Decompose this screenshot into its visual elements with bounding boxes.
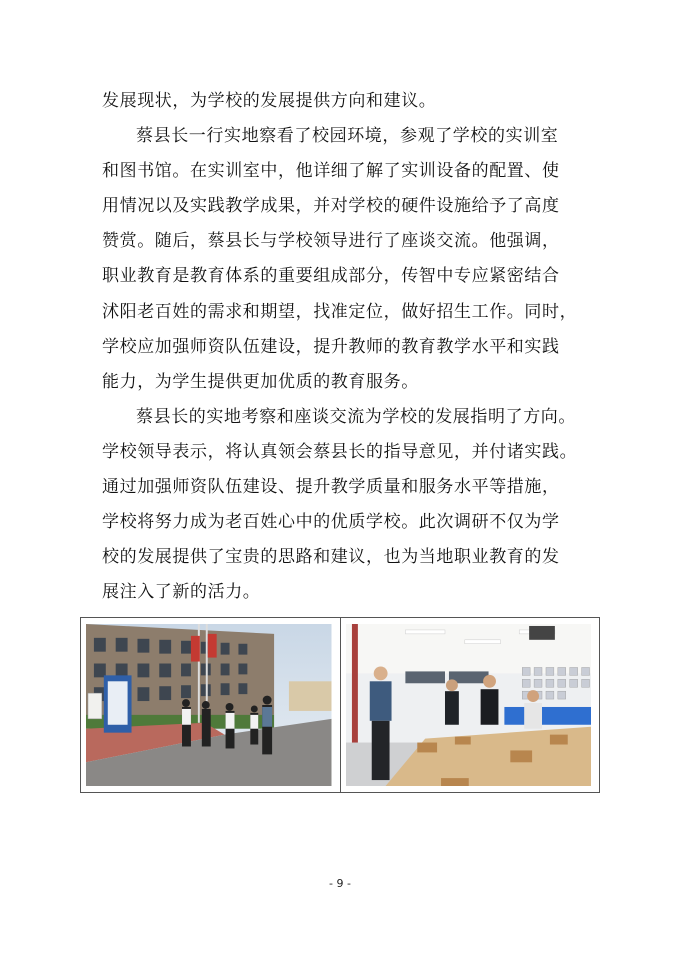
text-line: 校的发展提供了宝贵的思路和建议，也为当地职业教育的发: [102, 547, 560, 568]
text-line: 学校应加强师资队伍建设，提升教师的教育教学水平和实践: [102, 336, 560, 357]
training-room-photo: [346, 624, 592, 786]
page-number: - 9 -: [329, 877, 351, 890]
text-line: 职业教育是教育体系的重要组成部分，传智中专应紧密结合: [102, 266, 560, 287]
text-line: 学校将努力成为老百姓心中的优质学校。此次调研不仅为学: [102, 512, 560, 533]
photo-cell-left: [81, 618, 340, 792]
text-line: 学校领导表示，将认真领会蔡县长的指导意见，并付诸实践。: [102, 441, 578, 462]
text-line: 用情况以及实践教学成果，并对学校的硬件设施给予了高度: [102, 196, 560, 217]
text-line: 赞赏。随后，蔡县长与学校领导进行了座谈交流。他强调，: [102, 231, 560, 252]
text-line: 展注入了新的活力。: [102, 582, 261, 603]
text-line: 能力，为学生提供更加优质的教育服务。: [102, 371, 419, 392]
campus-tour-photo: [86, 624, 332, 786]
text-line: 通过加强师资队伍建设、提升教学质量和服务水平等措施，: [102, 477, 560, 498]
photo-cell-right: [340, 618, 600, 792]
text-line: 蔡县长的实地考察和座谈交流为学校的发展指明了方向。: [136, 406, 576, 427]
text-line: 发展现状，为学校的发展提供方向和建议。: [102, 91, 437, 111]
article-body: [102, 84, 598, 610]
text-line: 和图书馆。在实训室中，他详细了解了实训设备的配置、使: [102, 161, 560, 182]
text-line: 蔡县长一行实地察看了校园环境，参观了学校的实训室: [136, 126, 559, 147]
photo-table: [80, 617, 600, 793]
text-line: 沭阳老百姓的需求和期望，找准定位，做好招生工作。同时，: [102, 301, 578, 322]
